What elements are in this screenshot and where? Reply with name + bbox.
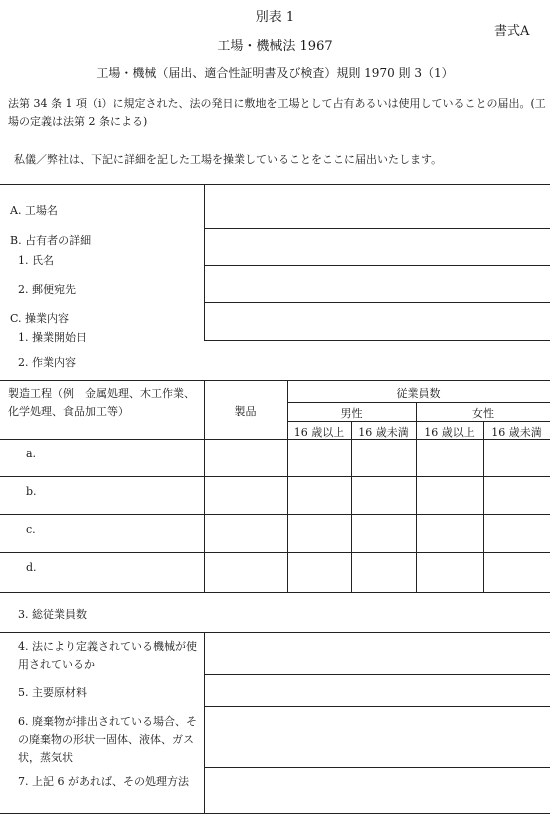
rule-q5 (204, 706, 550, 707)
factory-name-label: A. 工場名 (10, 204, 58, 217)
waste-question: 6. 廃棄物が排出されている場合、その廃棄物の形状一固体、液体、ガス状，蒸気状 (18, 715, 197, 764)
table-row-label: d. (26, 561, 37, 574)
rule-col-lower (204, 632, 205, 813)
work-content-label: 2. 作業内容 (18, 356, 76, 369)
intro-paragraph: 法第 34 条 1 項（i）に規定された、法の発日に敷地を工場として占有あるいは使用していることの届出。(工場の定義は法第 2 条による) (8, 97, 546, 128)
total-employees-label: 3. 総従業員数 (18, 608, 87, 621)
machinery-question: 4. 法により定義されている機械が使用されているか (18, 640, 197, 671)
male-header: 男性 (340, 407, 363, 420)
female-age-under-header: 16 歳未満 (491, 426, 542, 439)
age-top-rule (287, 421, 550, 422)
rule-c1 (204, 340, 550, 341)
appendix-label: 別表 1 (255, 10, 295, 25)
table-top-rule (0, 380, 550, 381)
female-header: 女性 (472, 407, 494, 420)
table-row-label: c. (26, 523, 36, 536)
gender-top-rule (287, 402, 550, 403)
form-id: 書式A (494, 24, 530, 39)
rule-q6 (204, 767, 550, 768)
table-col-male-split (351, 421, 352, 592)
table-row-b-rule (0, 514, 550, 515)
rule-a (204, 228, 550, 229)
rule-bottom (0, 813, 550, 814)
start-date-label: 1. 操業開始日 (18, 331, 87, 344)
rule-q4 (204, 674, 550, 675)
rule-top (0, 184, 550, 185)
act-title: 工場・機械法 1967 (217, 39, 333, 54)
raw-materials-label: 5. 主要原材料 (18, 686, 87, 699)
table-row-label: a. (26, 447, 37, 460)
table-col-female-split (483, 421, 484, 592)
female-age-over-header: 16 歳以上 (424, 426, 475, 439)
waste-treatment-question: 7. 上記 6 があれば、その処理方法 (18, 775, 189, 788)
rule-col-top (204, 184, 205, 340)
operations-label: C. 操業内容 (10, 312, 70, 325)
occupier-label: B. 占有者の詳細 (10, 234, 92, 247)
rules-title: 工場・機械（届出、適合性証明書及び検査）規則 1970 則 3（1） (96, 66, 454, 80)
employees-header: 従業員数 (396, 387, 441, 400)
postal-address-label: 2. 郵便宛先 (18, 283, 76, 296)
table-row-c-rule (0, 552, 550, 553)
process-header: 製造工程（例 金属処理、木工作業、化学処理、食品加工等） (8, 387, 195, 418)
rule-b1 (204, 265, 550, 266)
table-row-label: b. (26, 485, 37, 498)
table-row-a-rule (0, 476, 550, 477)
table-row-d-rule (0, 592, 550, 593)
rule-b2 (204, 302, 550, 303)
product-header: 製品 (234, 405, 257, 418)
occupier-name-label: 1. 氏名 (18, 254, 54, 267)
rule-q3 (0, 632, 550, 633)
male-age-under-header: 16 歳未満 (358, 426, 409, 439)
declaration-text: 私儀／弊社は、下記に詳細を記した工場を操業していることをここに届出いたします。 (14, 153, 443, 166)
male-age-over-header: 16 歳以上 (293, 426, 345, 439)
